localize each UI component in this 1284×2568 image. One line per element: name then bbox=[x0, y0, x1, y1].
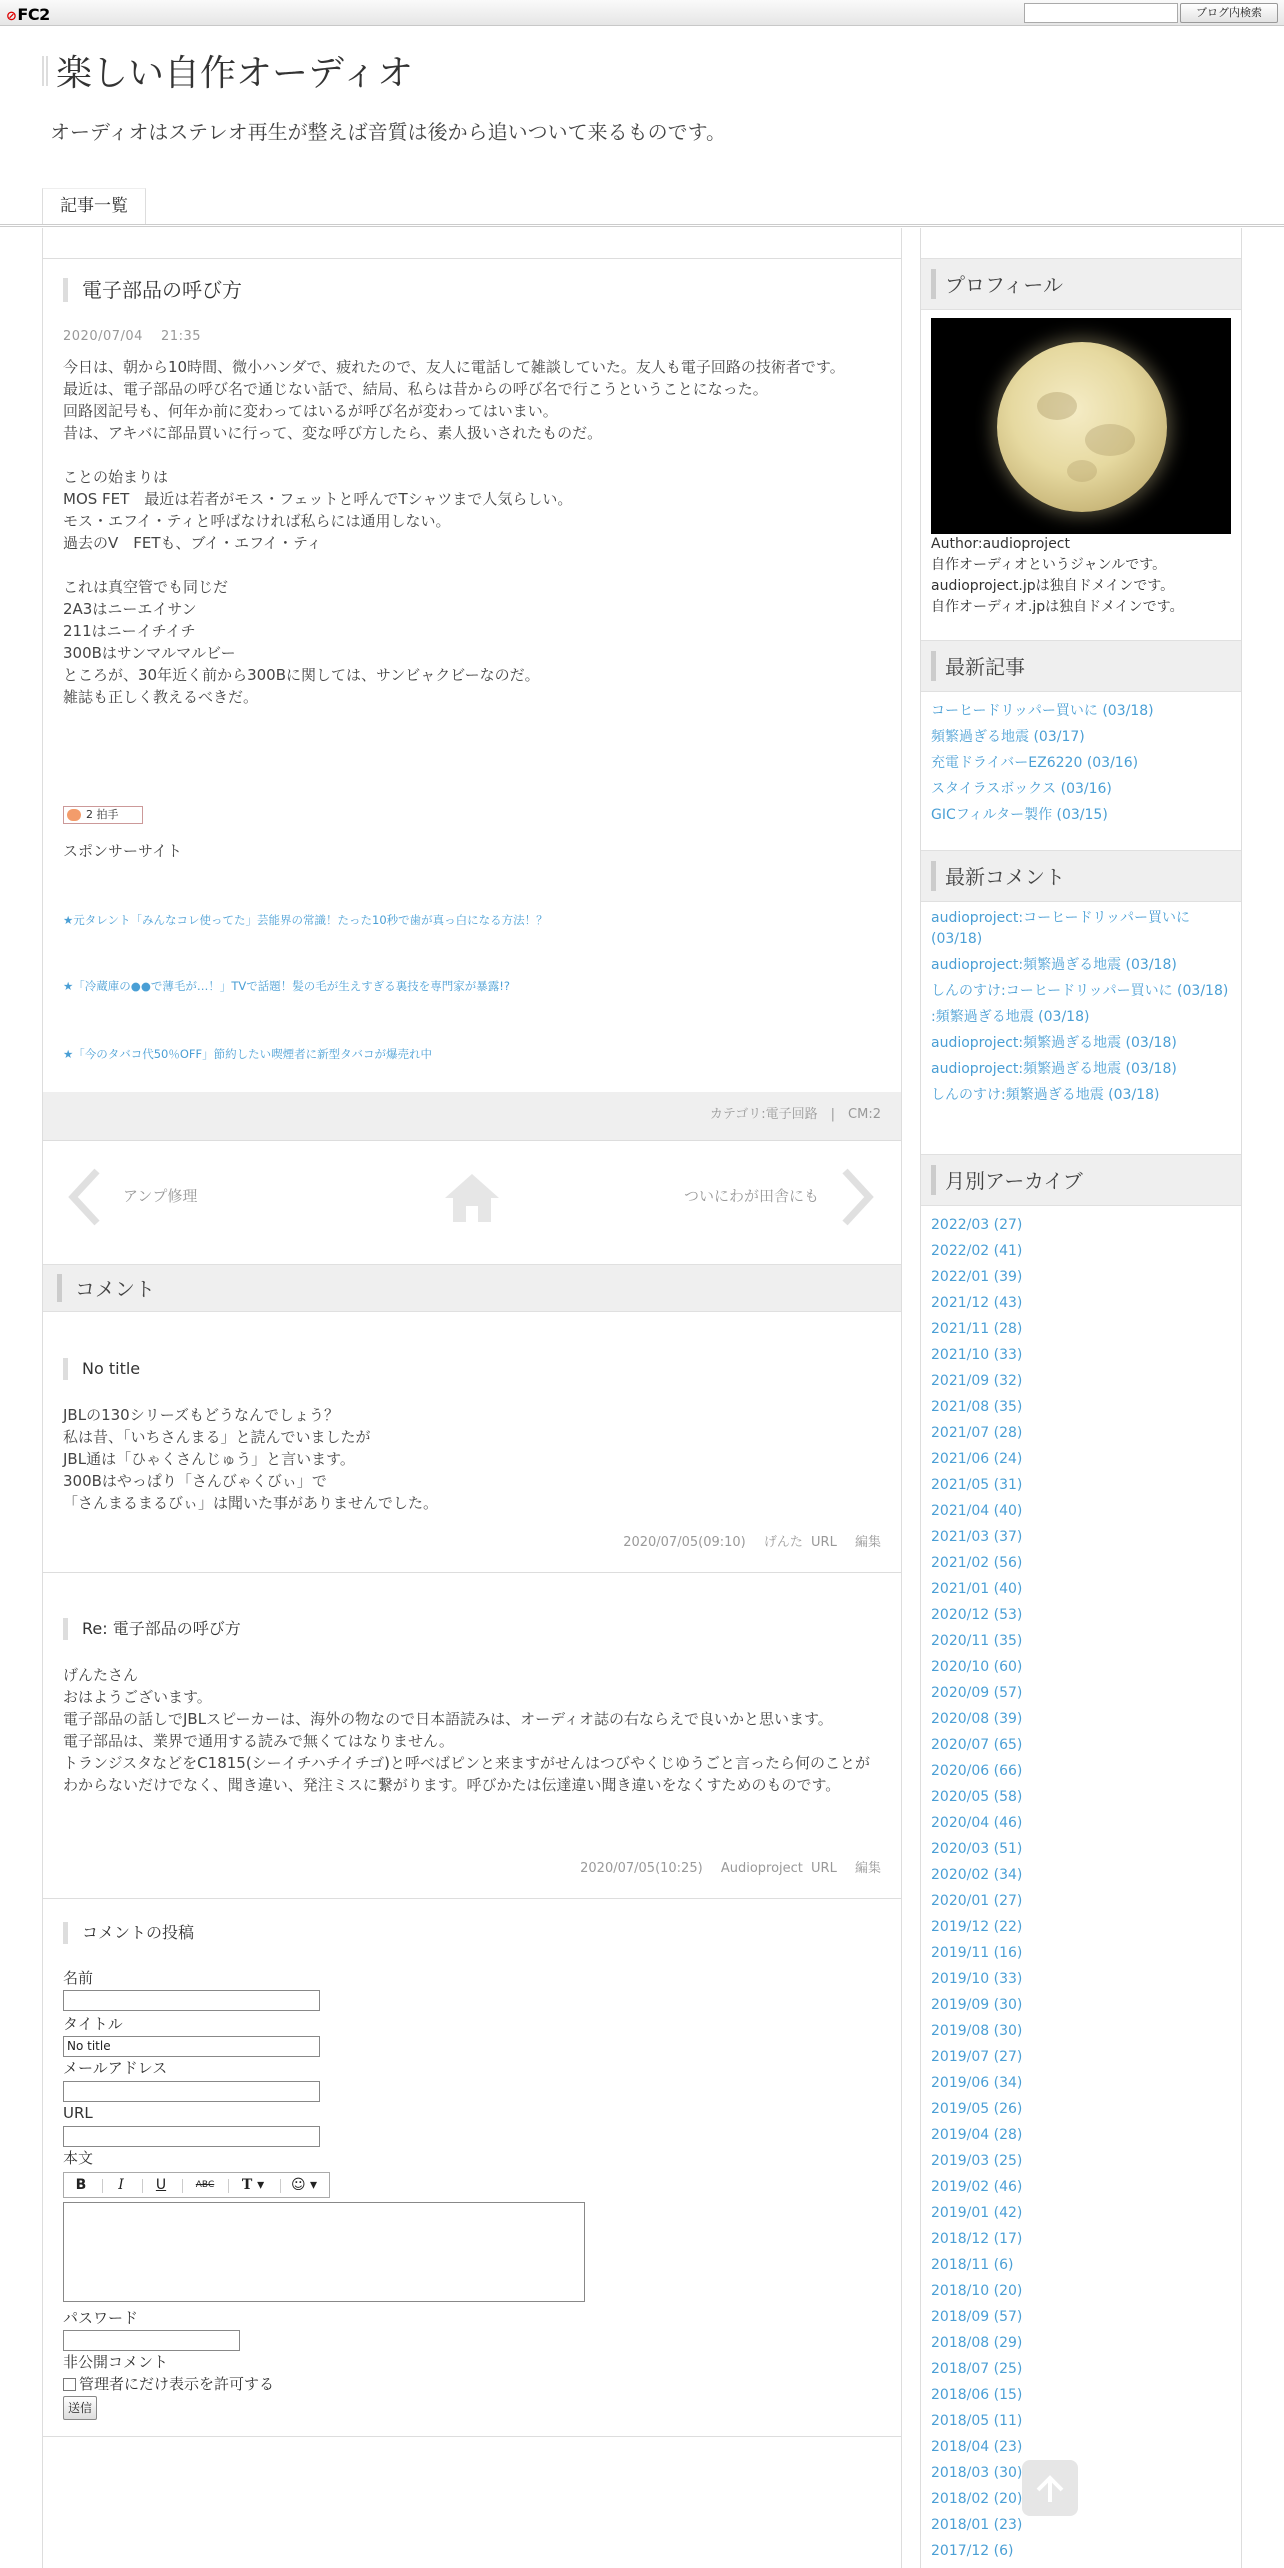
archive-month-link[interactable]: 2020/05 (58) bbox=[931, 1789, 1023, 1805]
archive-month-link[interactable]: 2020/06 (66) bbox=[931, 1763, 1023, 1779]
archive-month-link[interactable]: 2019/12 (22) bbox=[931, 1919, 1023, 1935]
comment-body-textarea[interactable] bbox=[63, 2202, 585, 2302]
sponsor-label: スポンサーサイト bbox=[63, 842, 182, 860]
submit-button[interactable]: 送信 bbox=[63, 2396, 97, 2420]
archive-month-link[interactable]: 2018/02 (20) bbox=[931, 2491, 1023, 2507]
category-info[interactable]: カテゴリ:電子回路 | CM:2 bbox=[709, 1107, 881, 1122]
archive-month-link[interactable]: 2021/10 (33) bbox=[931, 1347, 1023, 1363]
underline-button[interactable]: U bbox=[155, 2177, 167, 2193]
italic-button[interactable]: I bbox=[118, 2177, 124, 2193]
archive-month-link[interactable]: 2020/01 (27) bbox=[931, 1893, 1023, 1909]
url-label: URL bbox=[63, 2104, 93, 2122]
archive-month-link[interactable]: 2021/05 (31) bbox=[931, 1477, 1023, 1493]
archive-month-link[interactable]: 2020/12 (53) bbox=[931, 1607, 1023, 1623]
recent-comment-link[interactable]: audioproject:頻繁過ぎる地震 (03/18) bbox=[931, 1035, 1177, 1051]
archive-month-link[interactable]: 2019/01 (42) bbox=[931, 2205, 1023, 2221]
name-field[interactable] bbox=[63, 1990, 320, 2011]
comment-url-link[interactable]: URL bbox=[811, 1535, 837, 1550]
fc2-logo-text: FC2 bbox=[17, 5, 50, 24]
blog-search-button[interactable]: ブログ内検索 bbox=[1180, 3, 1278, 23]
comment-edit-link[interactable]: 編集 bbox=[854, 1861, 881, 1876]
divider bbox=[43, 2436, 901, 2437]
archive-month-link[interactable]: 2022/03 (27) bbox=[931, 1217, 1023, 1233]
archive-month-link[interactable]: 2018/10 (20) bbox=[931, 2283, 1023, 2299]
heading-accent bbox=[931, 269, 936, 299]
moon-disc bbox=[997, 342, 1167, 512]
nav-divider bbox=[0, 224, 1284, 227]
archive-month-link[interactable]: 2020/03 (51) bbox=[931, 1841, 1023, 1857]
prev-entry-link[interactable]: アンプ修理 bbox=[123, 1187, 198, 1205]
sidebar bbox=[920, 228, 1242, 2568]
entry-date: 2020/07/04 21:35 bbox=[63, 329, 202, 344]
archive-month-link[interactable]: 2020/02 (34) bbox=[931, 1867, 1023, 1883]
archives-heading: 月別アーカイブ bbox=[945, 1169, 1083, 1193]
archive-month-link[interactable]: 2018/07 (25) bbox=[931, 2361, 1023, 2377]
recent-entries-list bbox=[931, 698, 1235, 828]
comment-meta bbox=[609, 1534, 881, 1553]
url-field[interactable] bbox=[63, 2126, 320, 2147]
toolbar-separator bbox=[182, 2179, 183, 2193]
title-label: タイトル bbox=[63, 2015, 123, 2033]
heading-accent bbox=[931, 861, 936, 891]
archive-month-link[interactable]: 2019/04 (28) bbox=[931, 2127, 1023, 2143]
archive-month-link[interactable]: 2020/04 (46) bbox=[931, 1815, 1023, 1831]
comment-form-heading: コメントの投稿 bbox=[63, 1922, 194, 1944]
fc2-logo[interactable] bbox=[6, 3, 50, 27]
comment-title: Re: 電子部品の呼び方 bbox=[63, 1618, 241, 1640]
comment-author: Audioproject bbox=[720, 1861, 803, 1876]
divider bbox=[43, 1898, 901, 1899]
fc2-header-bar bbox=[0, 0, 1284, 26]
archive-month-link[interactable]: 2019/08 (30) bbox=[931, 2023, 1023, 2039]
profile-text: Author:audioproject 自作オーディオというジャンルです。 audioproject.jpは独自ドメインです。 自作オーディオ.jpは独自ドメインです。 bbox=[931, 536, 1184, 615]
archive-month-link[interactable]: 2018/11 (6) bbox=[931, 2257, 1014, 2273]
profile-heading: プロフィール bbox=[945, 273, 1063, 297]
archive-month-link[interactable]: 2018/06 (15) bbox=[931, 2387, 1023, 2403]
heading-accent bbox=[931, 651, 936, 681]
sponsor-ad-link[interactable]: ★元タレント「みんなコレ使ってた」芸能界の常識！たった10秒で歯が真っ白になる方法！？ bbox=[63, 913, 548, 927]
comment-author: げんた bbox=[763, 1535, 803, 1550]
private-checkbox-label: 管理者にだけ表示を許可する bbox=[79, 2375, 275, 2393]
recent-comment-link[interactable]: :頻繁過ぎる地震 (03/18) bbox=[931, 1009, 1090, 1025]
sponsor-ad-link[interactable]: ★「冷蔵庫の●●で薄毛が…！」TVで話題！髪の毛が生えすぎる裏技を専門家が暴露!? bbox=[63, 979, 510, 993]
nav-item-article-list[interactable]: 記事一覧 bbox=[42, 188, 146, 224]
archive-month-link[interactable]: 2021/02 (56) bbox=[931, 1555, 1023, 1571]
entry-title[interactable]: 電子部品の呼び方 bbox=[63, 278, 242, 302]
archive-month-link[interactable]: 2020/09 (57) bbox=[931, 1685, 1023, 1701]
body-label: 本文 bbox=[63, 2149, 94, 2167]
recent-comment-link[interactable]: audioproject:コーヒードリッパー買いに (03/18) bbox=[931, 910, 1190, 947]
archive-month-link[interactable]: 2020/10 (60) bbox=[931, 1659, 1023, 1675]
comment-date: 2020/07/05(10:25) bbox=[580, 1861, 703, 1876]
strikethrough-button[interactable]: ABC bbox=[195, 2180, 215, 2190]
archive-month-link[interactable]: 2019/02 (46) bbox=[931, 2179, 1023, 2195]
archive-month-link[interactable]: 2019/11 (16) bbox=[931, 1945, 1023, 1961]
moon-crater bbox=[1067, 460, 1097, 482]
moon-crater bbox=[1085, 424, 1135, 456]
divider bbox=[43, 258, 901, 259]
archive-month-link[interactable]: 2018/08 (29) bbox=[931, 2335, 1023, 2351]
comments-heading-bar bbox=[43, 1264, 901, 1312]
recent-entries-heading-bar bbox=[921, 640, 1241, 692]
comment-body: げんたさん おはようございます。 電子部品の話しでJBLスピーカーは、海外の物なので日本語読みは、オーディオ誌の右ならえで良いかと思います。 電子部品は、業界で通用する読みで無くてはなりません。 トランジスタなどをC1815(シーイチハチイチゴ)と呼べばピンと来ますがせんはつびやくじゆうごと言ったら何のことがわからないだけでなく、聞き違い、発注ミスに繋がります。呼びかたは伝達違い聞き違いをなくすためのものです。 bbox=[63, 1666, 870, 1794]
recent-comment-link[interactable]: audioproject:頻繁過ぎる地震 (03/18) bbox=[931, 1061, 1177, 1077]
archive-month-link[interactable]: 2021/09 (32) bbox=[931, 1373, 1023, 1389]
sponsor-ad-link[interactable]: ★「今のタバコ代50％OFF」節約したい喫煙者に新型タバコが爆売れ中 bbox=[63, 1047, 432, 1061]
archive-month-link[interactable]: 2021/01 (40) bbox=[931, 1581, 1023, 1597]
archive-month-link[interactable]: 2021/07 (28) bbox=[931, 1425, 1023, 1441]
main-column bbox=[42, 228, 902, 2568]
archive-month-link[interactable]: 2021/04 (40) bbox=[931, 1503, 1023, 1519]
next-entry-link[interactable]: ついにわが田舎にも bbox=[683, 1187, 819, 1205]
recent-comment-link[interactable]: しんのすけ:頻繁過ぎる地震 (03/18) bbox=[931, 1087, 1160, 1103]
title-field[interactable]: No title bbox=[63, 2036, 320, 2057]
divider bbox=[43, 1572, 901, 1573]
archive-month-link[interactable]: 2019/05 (26) bbox=[931, 2101, 1023, 2117]
recent-entry-link[interactable]: コーヒードリッパー買いに (03/18) bbox=[931, 703, 1154, 719]
email-field[interactable] bbox=[63, 2081, 320, 2102]
toolbar-separator bbox=[142, 2179, 143, 2193]
archive-month-link[interactable]: 2017/12 (6) bbox=[931, 2543, 1014, 2559]
fc2-logo-icon: ⊘ bbox=[6, 9, 17, 24]
recent-comment-link[interactable]: しんのすけ:コーヒードリッパー買いに (03/18) bbox=[931, 983, 1229, 999]
archive-month-link[interactable]: 2020/07 (65) bbox=[931, 1737, 1023, 1753]
archive-month-link[interactable]: 2020/08 (39) bbox=[931, 1711, 1023, 1727]
private-checkbox[interactable] bbox=[63, 2378, 76, 2391]
clap-label: 2 拍手 bbox=[86, 808, 119, 821]
archives-heading-bar bbox=[921, 1154, 1241, 1206]
page-top-button[interactable] bbox=[1022, 2460, 1078, 2516]
profile-heading-bar bbox=[921, 258, 1241, 310]
editor-toolbar bbox=[63, 2172, 330, 2198]
archive-month-link[interactable]: 2019/03 (25) bbox=[931, 2153, 1023, 2169]
chevron-left-icon[interactable] bbox=[67, 1168, 101, 1226]
comments-heading: コメント bbox=[75, 1277, 155, 1301]
heading-accent bbox=[931, 1165, 936, 1195]
recent-entry-link[interactable]: スタイラスボックス (03/16) bbox=[931, 781, 1112, 797]
archive-month-link[interactable]: 2018/12 (17) bbox=[931, 2231, 1023, 2247]
archive-month-link[interactable]: 2018/03 (30) bbox=[931, 2465, 1023, 2481]
comment-url-link[interactable]: URL bbox=[811, 1861, 837, 1876]
heading-accent bbox=[57, 1274, 62, 1302]
archive-month-link[interactable]: 2019/09 (30) bbox=[931, 1997, 1023, 2013]
archive-month-link[interactable]: 2019/10 (33) bbox=[931, 1971, 1023, 1987]
emoji-dropdown[interactable]: ☺ ▾ bbox=[290, 2177, 318, 2193]
home-icon[interactable] bbox=[443, 1172, 501, 1224]
archive-month-link[interactable]: 2020/11 (35) bbox=[931, 1633, 1023, 1649]
comment-date: 2020/07/05(09:10) bbox=[623, 1535, 746, 1550]
archive-month-link[interactable]: 2018/01 (23) bbox=[931, 2517, 1023, 2533]
archives-list bbox=[931, 1212, 1235, 2564]
profile-image bbox=[931, 318, 1231, 534]
archive-month-link[interactable]: 2021/03 (37) bbox=[931, 1529, 1023, 1545]
archive-month-link[interactable]: 2022/01 (39) bbox=[931, 1269, 1023, 1285]
archive-month-link[interactable]: 2018/05 (11) bbox=[931, 2413, 1023, 2429]
recent-comments-list bbox=[931, 908, 1235, 1111]
blog-title[interactable]: 楽しい自作オーディオ bbox=[56, 53, 414, 94]
password-field[interactable] bbox=[63, 2330, 240, 2351]
archive-month-link[interactable]: 2021/06 (24) bbox=[931, 1451, 1023, 1467]
archive-month-link[interactable]: 2018/04 (23) bbox=[931, 2439, 1023, 2455]
moon-crater bbox=[1037, 392, 1077, 420]
comment-meta bbox=[566, 1860, 881, 1879]
recent-entry-link[interactable]: 充電ドライバーEZ6220 (03/16) bbox=[931, 755, 1139, 771]
recent-entry-link[interactable]: 頻繁過ぎる地震 (03/17) bbox=[931, 729, 1085, 745]
archive-month-link[interactable]: 2019/06 (34) bbox=[931, 2075, 1023, 2091]
chevron-right-icon[interactable] bbox=[841, 1168, 875, 1226]
blog-description: オーディオはステレオ再生が整えば音質は後から追いついて来るものです。 bbox=[50, 120, 726, 144]
password-label: パスワード bbox=[63, 2309, 139, 2327]
toolbar-separator bbox=[280, 2179, 281, 2193]
archive-month-link[interactable]: 2019/07 (27) bbox=[931, 2049, 1023, 2065]
arrow-up-icon bbox=[1022, 2460, 1078, 2516]
archive-month-link[interactable]: 2021/08 (35) bbox=[931, 1399, 1023, 1415]
font-size-dropdown[interactable]: T ▾ bbox=[241, 2177, 265, 2193]
divider bbox=[43, 1140, 901, 1141]
mail-label: メールアドレス bbox=[63, 2059, 168, 2077]
toolbar-separator bbox=[228, 2179, 229, 2193]
archive-month-link[interactable]: 2021/11 (28) bbox=[931, 1321, 1023, 1337]
title-decoration bbox=[42, 56, 48, 86]
bold-button[interactable]: B bbox=[75, 2177, 87, 2193]
recent-comments-heading: 最新コメント bbox=[945, 865, 1065, 889]
clap-icon bbox=[67, 809, 81, 821]
comment-edit-link[interactable]: 編集 bbox=[854, 1535, 881, 1550]
recent-entry-link[interactable]: GICフィルター製作 (03/15) bbox=[931, 807, 1108, 823]
archive-month-link[interactable]: 2022/02 (41) bbox=[931, 1243, 1023, 1259]
entry-footer-bar bbox=[43, 1092, 901, 1140]
recent-comments-heading-bar bbox=[921, 850, 1241, 902]
entry-body: 今日は、朝から10時間、微小ハンダで、疲れたので、友人に電話して雑談していた。友人も電子回路の技術者です。 最近は、電子部品の呼び名で通じない話で、結局、私らは昔からの呼び名で行こうということになった。 回路図記号も、何年か前に変わってはいるが呼び名が変わってはいまい。 昔は、アキバに部品買いに行って、変な呼び方したら、素人扱いされたものだ。 ことの始まりは MOS FET 最近は若者がモス・フェットと呼んでTシャツまで人気らしい。 モス・エフイ・ティと呼ばなければ私らには通用しない。 過去のV FETも、ブイ・エフイ・ティ これは真空管でも同じだ 2A3はニーエイサン 211はニーイチイチ 300Bはサンマルマルビー ところが、30年近く前から300Bに関しては、サンビャクビーなのだ。 雑誌も正しく教えるべきだ。 bbox=[63, 358, 845, 706]
clap-button[interactable] bbox=[63, 806, 143, 824]
blog-search-input[interactable] bbox=[1024, 3, 1178, 23]
comment-body: JBLの130シリーズもどうなんでしょう？ 私は昔、「いちさんまる」と読んでいましたが JBL通は「ひゃくさんじゅう」と言います。 300Bはやっぱり「さんびゃくびぃ」で 「さんまるまるびぃ」は聞いた事がありませんでした。 bbox=[63, 1406, 439, 1512]
comment-title: No title bbox=[63, 1358, 140, 1380]
archive-month-link[interactable]: 2021/12 (43) bbox=[931, 1295, 1023, 1311]
private-comment-label: 非公開コメント bbox=[63, 2353, 169, 2371]
archive-month-link[interactable]: 2018/09 (57) bbox=[931, 2309, 1023, 2325]
recent-entries-heading: 最新記事 bbox=[945, 655, 1025, 679]
toolbar-separator bbox=[102, 2179, 103, 2193]
name-label: 名前 bbox=[63, 1969, 94, 1987]
recent-comment-link[interactable]: audioproject:頻繁過ぎる地震 (03/18) bbox=[931, 957, 1177, 973]
